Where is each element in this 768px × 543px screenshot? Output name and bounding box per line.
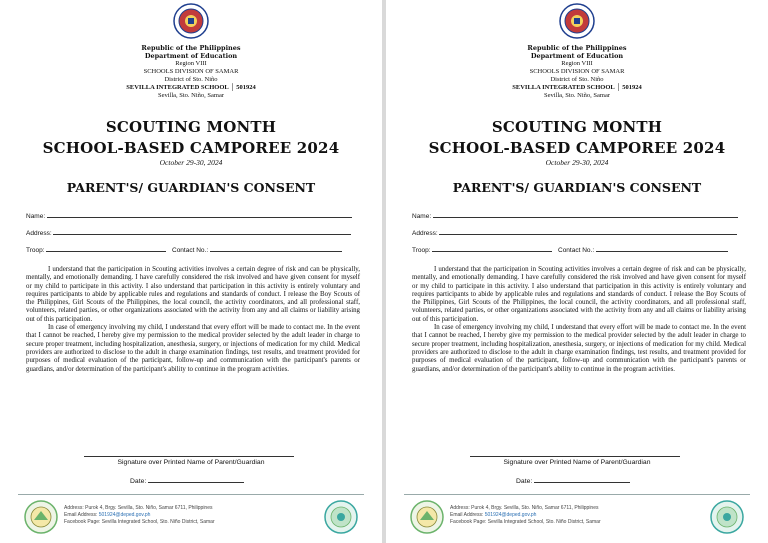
troop-label: Troop: xyxy=(412,247,431,254)
contact-field[interactable] xyxy=(558,245,728,254)
date-label: Date: xyxy=(516,478,533,485)
header-republic: Republic of the Philippines xyxy=(527,44,627,52)
signature-label: Signature over Printed Name of Parent/Guardian xyxy=(503,459,651,466)
consent-paragraph-1: I understand that the participation in Scouting activities involves a certain degree of risk and can be physically, mentally, and emotionally demanding. I have carefully considered the risk involved and have given consent for myself or my child to participate in this activity. I also understand that participation in this activity is entirely voluntary and requires participants to abide by applicable rules and regulations and standards of conduct. I release the Boy Scouts of the Philippines, Girl Scouts of the Philippines, the local council, the activity coordinators, and all professional staff, volunteers, related parties, or other organizations associated with the activity from any and all claims or liability arising out of this participation. xyxy=(26,266,360,323)
address-label: Address: xyxy=(26,230,52,237)
name-field[interactable] xyxy=(412,211,738,220)
header-district: District of Sto. Niño xyxy=(550,76,604,83)
event-date: October 29-30, 2024 xyxy=(159,158,223,167)
consent-heading: PARENT'S/ GUARDIAN'S CONSENT xyxy=(66,180,316,195)
consent-form-left xyxy=(0,0,382,543)
consent-form-right xyxy=(386,0,768,543)
division-logo-icon xyxy=(710,500,744,534)
footer-email-link[interactable]: 501924@deped.gov.ph xyxy=(98,512,151,518)
troop-field[interactable] xyxy=(412,245,552,254)
address-input-line[interactable] xyxy=(439,228,737,235)
school-logo-icon xyxy=(24,500,58,534)
deped-seal-icon xyxy=(173,3,209,39)
header-address: Sevilla, Sto. Niño, Samar xyxy=(543,92,611,99)
division-logo-icon xyxy=(324,500,358,534)
contact-input-line[interactable] xyxy=(210,245,342,252)
consent-body xyxy=(26,266,360,374)
header-department: Department of Education xyxy=(144,52,238,60)
footer-facebook: Facebook Page: Sevilla Integrated School, Sto. Niño District, Samar xyxy=(64,519,215,525)
header-address: Sevilla, Sto. Niño, Samar xyxy=(157,92,225,99)
title-line1: SCOUTING MONTH xyxy=(105,118,277,136)
address-input-line[interactable] xyxy=(53,228,351,235)
header-republic: Republic of the Philippines xyxy=(141,44,241,52)
consent-paragraph-2: In case of emergency involving my child, I understand that every effort will be made to contact me. In the event that I cannot be reached, I hereby give my permission to the medical provider selected by the adult leader in charge to secure proper treatment, including hospitalization, anesthesia, surgery, or injections of medication for my child. Medical providers are authorized to disclose to the adult in charge examination findings, test results, and treatment provided for purposes of medical evaluation of the participant, follow-up and communication with the participant's parents or guardians, and/or determination of the participant's ability to continue in the program activities. xyxy=(412,324,746,373)
troop-field[interactable] xyxy=(26,245,166,254)
footer-divider xyxy=(18,494,364,495)
header-block xyxy=(0,44,382,100)
signature-line[interactable] xyxy=(84,456,294,457)
title-line2: SCHOOL-BASED CAMPOREE 2024 xyxy=(42,139,340,157)
footer-email-label: Email Address: xyxy=(64,512,98,518)
contact-input-line[interactable] xyxy=(596,245,728,252)
event-date: October 29-30, 2024 xyxy=(545,158,609,167)
date-input-line[interactable] xyxy=(534,476,630,483)
name-input-line[interactable] xyxy=(47,211,352,218)
date-field[interactable] xyxy=(130,476,244,485)
address-field[interactable] xyxy=(412,228,737,237)
contact-field[interactable] xyxy=(172,245,342,254)
header-school: SEVILLA INTEGRATED SCHOOL │ 501924 xyxy=(512,84,642,91)
date-input-line[interactable] xyxy=(148,476,244,483)
contact-label: Contact No.: xyxy=(558,247,595,254)
date-field[interactable] xyxy=(516,476,630,485)
address-field[interactable] xyxy=(26,228,351,237)
troop-input-line[interactable] xyxy=(432,245,552,252)
header-district: District of Sto. Niño xyxy=(164,76,218,83)
footer-facebook: Facebook Page: Sevilla Integrated School, Sto. Niño District, Samar xyxy=(450,519,601,525)
footer-email-link[interactable]: 501924@deped.gov.ph xyxy=(484,512,537,518)
deped-seal-icon xyxy=(559,3,595,39)
consent-paragraph-2: In case of emergency involving my child, I understand that every effort will be made to contact me. In the event that I cannot be reached, I hereby give my permission to the medical provider selected by the adult leader in charge to secure proper treatment, including hospitalization, anesthesia, surgery, or injections of medication for my child. Medical providers are authorized to disclose to the adult in charge examination findings, test results, and treatment provided for purposes of medical evaluation of the participant, follow-up and communication with the participant's parents or guardians, and/or determination of the participant's ability to continue in the program activities. xyxy=(26,324,360,373)
header-block xyxy=(386,44,768,100)
header-region: Region VIII xyxy=(561,60,593,67)
footer-email-label: Email Address: xyxy=(450,512,484,518)
header-region: Region VIII xyxy=(175,60,207,67)
header-school: SEVILLA INTEGRATED SCHOOL │ 501924 xyxy=(126,84,256,91)
name-label: Name: xyxy=(412,213,432,220)
footer-address: Address: Purok 4, Brgy. Sevilla, Sto. Niño, Samar 6711, Philippines xyxy=(450,505,599,511)
consent-paragraph-1: I understand that the participation in Scouting activities involves a certain degree of risk and can be physically, mentally, and emotionally demanding. I have carefully considered the risk involved and have given consent for myself or my child to participate in this activity. I also understand that participation in this activity is entirely voluntary and requires participants to abide by applicable rules and regulations and standards of conduct. I release the Boy Scouts of the Philippines, Girl Scouts of the Philippines, the local council, the activity coordinators, and all professional staff, volunteers, related parties, or other organizations associated with the activity from any and all claims or liability arising out of this participation. xyxy=(412,266,746,323)
name-field[interactable] xyxy=(26,211,352,220)
date-label: Date: xyxy=(130,478,147,485)
signature-line[interactable] xyxy=(470,456,680,457)
name-input-line[interactable] xyxy=(433,211,738,218)
signature-label: Signature over Printed Name of Parent/Guardian xyxy=(117,459,265,466)
header-department: Department of Education xyxy=(530,52,624,60)
footer-address: Address: Purok 4, Brgy. Sevilla, Sto. Niño, Samar 6711, Philippines xyxy=(64,505,213,511)
troop-input-line[interactable] xyxy=(46,245,166,252)
header-division: SCHOOLS DIVISION OF SAMAR xyxy=(529,68,625,75)
contact-label: Contact No.: xyxy=(172,247,209,254)
footer-email-row xyxy=(64,512,150,518)
footer-divider xyxy=(404,494,750,495)
consent-heading: PARENT'S/ GUARDIAN'S CONSENT xyxy=(452,180,702,195)
school-logo-icon xyxy=(410,500,444,534)
title-line1: SCOUTING MONTH xyxy=(491,118,663,136)
address-label: Address: xyxy=(412,230,438,237)
footer-email-row xyxy=(450,512,536,518)
troop-label: Troop: xyxy=(26,247,45,254)
header-division: SCHOOLS DIVISION OF SAMAR xyxy=(143,68,239,75)
name-label: Name: xyxy=(26,213,46,220)
consent-body xyxy=(412,266,746,374)
title-line2: SCHOOL-BASED CAMPOREE 2024 xyxy=(428,139,726,157)
